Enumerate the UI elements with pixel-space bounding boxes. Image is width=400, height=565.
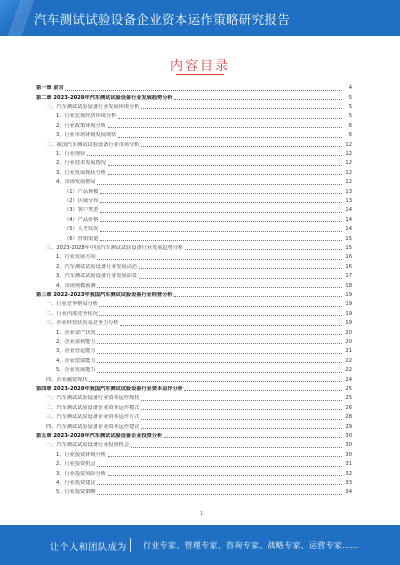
toc-entry[interactable]: [36, 263, 352, 271]
toc-entry-page: 5: [348, 113, 352, 120]
toc-entry[interactable]: [36, 300, 352, 308]
toc-leader-dots: [120, 325, 341, 326]
toc-entry-label: 三、汽车测试试验设备企业资本运作方式: [46, 414, 140, 421]
toc-entry[interactable]: [36, 460, 352, 468]
toc-leader-dots: [139, 268, 342, 269]
toc-leader-dots: [164, 437, 342, 438]
page-number: 1: [200, 511, 204, 517]
toc-entry-page: 17: [345, 273, 352, 280]
toc-entry[interactable]: [36, 328, 352, 336]
toc-entry-label: 5、企业发展能力: [56, 367, 96, 374]
toc-heading-underline: [176, 74, 224, 75]
toc-entry-label: 2、汽车测试试验设备行业发展动态: [56, 263, 138, 270]
toc-entry[interactable]: [36, 234, 352, 242]
toc-entry[interactable]: [36, 253, 352, 261]
toc-entry-label: 二、我国汽车测试试验设备行业市场分析: [46, 141, 140, 148]
toc-leader-dots: [97, 372, 341, 373]
toc-leader-dots: [139, 278, 342, 279]
toc-entry-label: 第三章 2022-2023年我国汽车测试试验设备行业经营分析: [36, 292, 173, 299]
footer-divider: [130, 538, 131, 552]
toc-entry-page: 30: [345, 433, 352, 440]
toc-entry-label: 一、汽车测试试验设备行业发展环境分析: [46, 104, 140, 111]
toc-leader-dots: [89, 381, 341, 382]
toc-entry[interactable]: [36, 394, 352, 402]
toc-entry[interactable]: [36, 272, 352, 280]
toc-leader-dots: [97, 259, 341, 260]
toc-leader-dots: [108, 475, 342, 476]
toc-entry-page: 30: [345, 442, 352, 449]
footer-slogan-right: 行业专家、管理专家、咨询专家、战略专家、运营专家……: [143, 541, 359, 550]
toc-leader-dots: [100, 231, 342, 232]
toc-entry-label: 一、行业竞争格局分析: [46, 301, 98, 308]
toc-entry-page: 14: [345, 216, 352, 223]
toc-entry-label: 第一章 前言: [36, 85, 64, 92]
toc-entry-label: 四、企业融资现状: [46, 376, 88, 383]
toc-entry-label: 1、行业宏观经济环境分析: [56, 113, 117, 120]
toc-entry-page: 32: [345, 470, 352, 477]
toc-entry[interactable]: [36, 281, 352, 289]
toc-entry-page: 5: [348, 104, 352, 111]
toc-entry-label: 一、汽车测试试验设备行业投资机会: [46, 442, 130, 449]
toc-entry[interactable]: [36, 404, 352, 412]
toc-entry-page: 22: [345, 357, 352, 364]
toc-entry-page: 29: [345, 423, 352, 430]
toc-entry-label: 第二章 2023-2028年汽车测试试验设备行业发展趋势分析: [36, 94, 173, 101]
toc-entry[interactable]: [36, 216, 352, 224]
toc-entry-label: 5、行业投资策略: [56, 489, 96, 496]
toc-entry[interactable]: [36, 244, 352, 252]
toc-entry-page: 20: [345, 339, 352, 346]
toc-entry[interactable]: [36, 357, 352, 365]
toc-leader-dots: [100, 212, 342, 213]
toc-entry-label: 2、企业盈利能力: [56, 339, 96, 346]
toc-leader-dots: [184, 390, 341, 391]
toc-entry[interactable]: [36, 103, 352, 111]
toc-entry[interactable]: [36, 131, 352, 139]
toc-leader-dots: [99, 315, 341, 316]
toc-entry[interactable]: [36, 197, 352, 205]
toc-entry-page: 25: [345, 395, 352, 402]
toc-leader-dots: [97, 494, 341, 495]
toc-leader-dots: [108, 456, 342, 457]
toc-entry-page: 28: [345, 414, 352, 421]
toc-entry-label: （1）产品规模: [64, 188, 99, 195]
toc-leader-dots: [141, 400, 342, 401]
toc-entry-label: 3、企业营运能力: [56, 348, 96, 355]
toc-entry[interactable]: [36, 488, 352, 496]
toc-entry-page: 15: [345, 235, 352, 242]
toc-leader-dots: [118, 118, 342, 119]
toc-entry-page: 22: [345, 367, 352, 374]
toc-entry-label: 2、行业投资机会: [56, 461, 96, 468]
toc-entry[interactable]: [36, 441, 352, 449]
toc-entry[interactable]: [36, 169, 352, 177]
toc-leader-dots: [100, 221, 342, 222]
toc-entry-page: 24: [345, 376, 352, 383]
toc-entry-label: 1、企业资产状况: [56, 329, 96, 336]
toc-entry[interactable]: [36, 93, 352, 101]
toc-leader-dots: [100, 240, 342, 241]
toc-entry-page: 26: [345, 404, 352, 411]
report-header-bar: [0, 0, 400, 36]
toc-entry-label: 4、企业偿债能力: [56, 357, 96, 364]
toc-leader-dots: [141, 108, 342, 109]
toc-entry-label: 第四章 2023-2028年我国汽车测试试验设备行业资本运作分析: [36, 386, 183, 393]
toc-entry-page: 13: [345, 188, 352, 195]
toc-entry[interactable]: [36, 112, 352, 120]
toc-leader-dots: [185, 249, 342, 250]
toc-entry-page: 20: [345, 329, 352, 336]
toc-leader-dots: [65, 90, 341, 91]
toc-entry-page: 34: [345, 489, 352, 496]
toc-entry-label: （2）区域分布: [64, 198, 99, 205]
toc-entry[interactable]: [36, 366, 352, 374]
toc-entry-label: （5）人才状况: [64, 226, 99, 233]
toc-entry-label: 1、行业发展方向: [56, 254, 96, 261]
toc-entry-label: 三、2023-2028年中国汽车测试试验设备行业发展趋势分析: [46, 245, 184, 252]
toc-entry-page: 33: [345, 480, 352, 487]
toc-entry[interactable]: [36, 140, 352, 148]
toc-entry-label: 1、行业现状: [56, 151, 86, 158]
toc-leader-dots: [87, 155, 342, 156]
toc-entry-label: 2、行业技术发展情况: [56, 160, 106, 167]
toc-leader-dots: [97, 287, 341, 288]
toc-entry-page: 13: [345, 198, 352, 205]
toc-entry-label: 三、企业经营状况及竞争力分析: [46, 320, 119, 327]
toc-entry-label: 1、行业投资环境分析: [56, 451, 106, 458]
toc-entry-page: 12: [345, 160, 352, 167]
toc-entry[interactable]: [36, 225, 352, 233]
toc-entry[interactable]: [36, 122, 352, 130]
toc-entry-page: 6: [348, 122, 352, 129]
toc-entry-label: 4、市场规模预测: [56, 282, 96, 289]
toc-entry-label: （6）营销渠道: [64, 235, 99, 242]
toc-entry[interactable]: [36, 150, 352, 158]
toc-leader-dots: [108, 174, 342, 175]
toc-entry-label: （4）产品价格: [64, 216, 99, 223]
toc-entry-page: 14: [345, 207, 352, 214]
toc-leader-dots: [141, 419, 342, 420]
toc-entry-page: 12: [345, 141, 352, 148]
toc-entry[interactable]: [36, 291, 352, 299]
report-title: 汽车测试试验设备企业资本运作策略研究报告: [34, 12, 291, 27]
toc-leader-dots: [118, 137, 342, 138]
toc-entry[interactable]: [36, 469, 352, 477]
toc-leader-dots: [141, 409, 342, 410]
toc-entry-page: 6: [348, 132, 352, 139]
toc-entry[interactable]: [36, 479, 352, 487]
toc-entry-page: 31: [345, 461, 352, 468]
toc-entry[interactable]: [36, 413, 352, 421]
toc-leader-dots: [97, 343, 341, 344]
toc-entry-page: 16: [345, 263, 352, 270]
toc-leader-dots: [99, 306, 341, 307]
toc-leader-dots: [97, 484, 341, 485]
toc-entry-label: （3）客户类型: [64, 207, 99, 214]
toc-entry-page: 12: [345, 169, 352, 176]
toc-entry[interactable]: [36, 451, 352, 459]
toc-leader-dots: [97, 466, 341, 467]
toc-entry[interactable]: [36, 432, 352, 440]
toc-entry-label: 一、汽车测试试验设备行业资本运作现状: [46, 395, 140, 402]
toc-leader-dots: [100, 202, 342, 203]
toc-entry-page: 16: [345, 254, 352, 261]
toc-entry-page: 19: [345, 310, 352, 317]
toc-entry[interactable]: [36, 84, 352, 92]
table-of-contents: [36, 84, 352, 504]
toc-entry-label: 3、行业市场环境发展现状: [56, 132, 117, 139]
toc-entry-label: 4、市场发展格局: [56, 179, 96, 186]
toc-entry[interactable]: [36, 375, 352, 383]
toc-entry[interactable]: [36, 159, 352, 167]
toc-entry[interactable]: [36, 319, 352, 327]
toc-entry[interactable]: [36, 385, 352, 393]
toc-entry-page: 19: [345, 320, 352, 327]
toc-leader-dots: [97, 353, 341, 354]
toc-leader-dots: [174, 296, 341, 297]
toc-entry[interactable]: [36, 422, 352, 430]
toc-entry-page: 14: [345, 226, 352, 233]
toc-entry[interactable]: [36, 347, 352, 355]
toc-entry-label: 3、行业发展现状分析: [56, 169, 106, 176]
toc-entry-page: 12: [345, 151, 352, 158]
toc-entry-page: 12: [345, 179, 352, 186]
toc-entry-page: 4: [348, 85, 352, 92]
toc-entry-label: 二、行业内部竞争状况: [46, 310, 98, 317]
toc-entry-page: 25: [345, 386, 352, 393]
toc-entry-label: 3、汽车测试试验设备行业发展前景: [56, 273, 138, 280]
toc-entry-page: 19: [345, 292, 352, 299]
footer-slogan-left: 让个人和团队成为: [50, 543, 127, 553]
toc-entry-label: 四、汽车测试试验设备企业资本运作建议: [46, 423, 140, 430]
toc-heading: 内容目录: [169, 59, 230, 74]
toc-entry[interactable]: [36, 187, 352, 195]
toc-leader-dots: [97, 334, 341, 335]
toc-leader-dots: [174, 99, 341, 100]
toc-leader-dots: [141, 428, 342, 429]
footer-bar: [0, 525, 400, 565]
toc-entry[interactable]: [36, 338, 352, 346]
toc-leader-dots: [97, 184, 341, 185]
toc-leader-dots: [108, 165, 342, 166]
toc-leader-dots: [97, 362, 341, 363]
toc-entry[interactable]: [36, 178, 352, 186]
toc-entry-page: 21: [345, 348, 352, 355]
toc-entry[interactable]: [36, 310, 352, 318]
toc-entry-label: 3、行业投资风险分析: [56, 470, 106, 477]
toc-entry-label: 第五章 2023-2028年汽车测试试验设备企业投资分析: [36, 433, 163, 440]
toc-entry-page: 5: [348, 94, 352, 101]
toc-leader-dots: [108, 127, 342, 128]
toc-entry[interactable]: [36, 206, 352, 214]
toc-leader-dots: [100, 193, 342, 194]
toc-entry-label: 2、行业政策环境分析: [56, 122, 106, 129]
toc-leader-dots: [131, 447, 342, 448]
toc-entry-page: 15: [345, 245, 352, 252]
toc-entry-label: 4、行业投资建议: [56, 480, 96, 487]
toc-entry-page: 19: [345, 301, 352, 308]
toc-entry-page: 30: [345, 451, 352, 458]
toc-entry-page: 18: [345, 282, 352, 289]
toc-entry-label: 二、汽车测试试验设备企业资本运作模式: [46, 404, 140, 411]
toc-leader-dots: [141, 146, 342, 147]
